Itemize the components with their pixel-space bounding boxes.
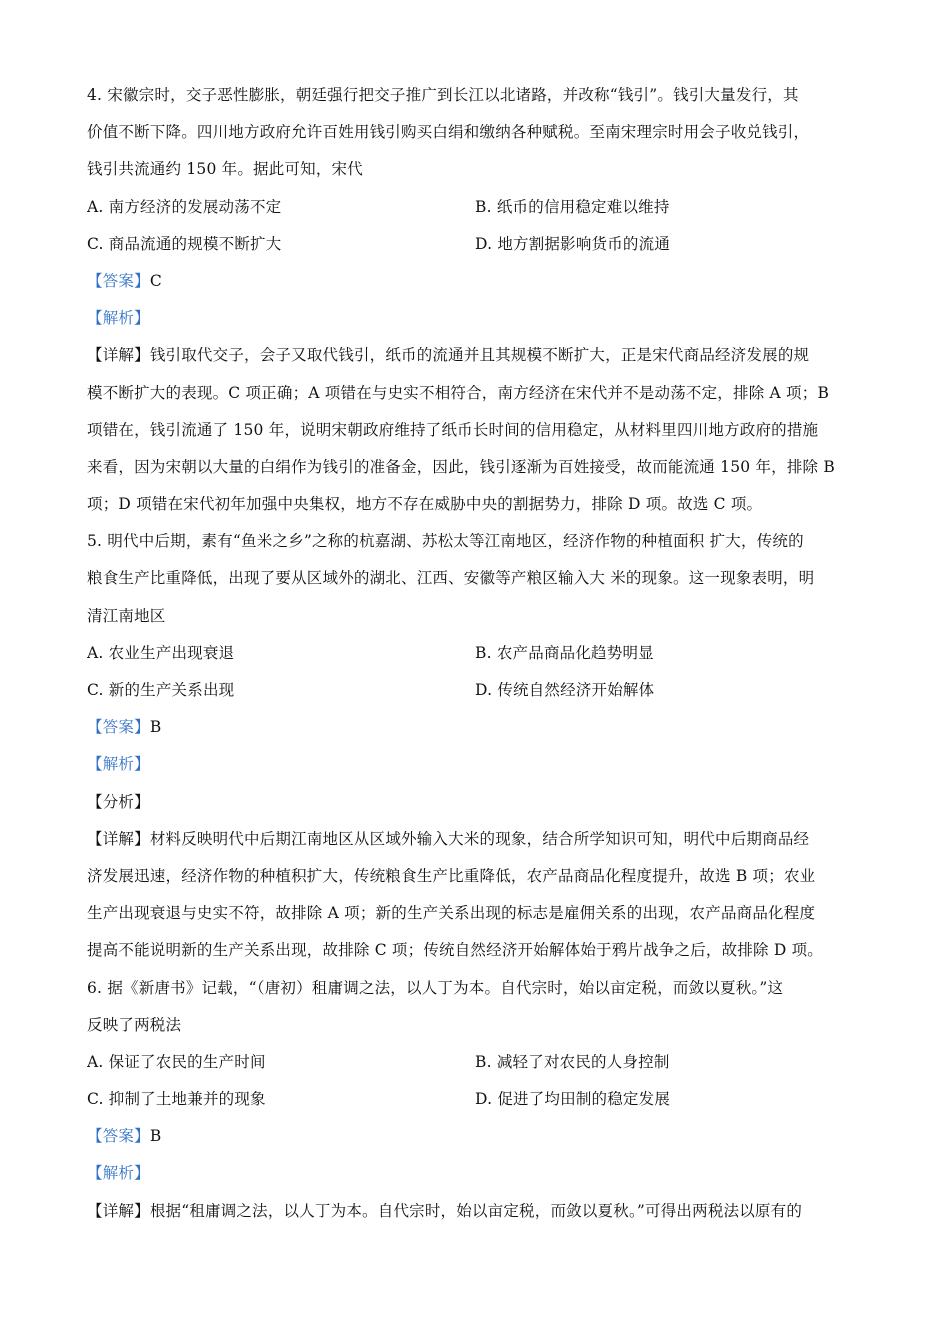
q6-answer [87,1118,867,1155]
exam-page [87,77,867,1230]
q4-stem-line: 钱引共流通约 150 年。据此可知，宋代 [87,160,363,179]
q6-stem-line: 反映了两税法 [87,1015,182,1034]
q4-option-d: D. 地方割据影响货币的流通 [475,234,671,253]
q6-options-row [87,1044,867,1081]
detail-text: 钱引取代交子，会子又取代钱引，纸币的流通并且其规模不断扩大，正是宋代商品经济发展的规 [149,346,810,365]
q5-answer [87,709,867,746]
q5-detail-line: 济发展迅速，经济作物的种植积扩大，传统粮食生产比重降低，农产品商品化程度提升，故选 B 项；农业 [87,866,816,885]
q5-options-row [87,635,867,672]
q4-detail-line: 来看，因为宋朝以大量的白绢作为钱引的准备金，因此，钱引逐渐为百姓接受，故而能流通 150 年，排除 B [87,457,835,476]
answer-tag: 【答案】 [87,718,150,737]
q6-option-a: A. 保证了农民的生产时间 [87,1052,266,1071]
question-4 [87,77,867,523]
q5-option-b: B. 农产品商品化趋势明显 [475,643,654,662]
q5-option-d: D. 传统自然经济开始解体 [475,681,655,699]
q5-option-c: C. 新的生产关系出现 [87,681,235,699]
q6-option-d: D. 促进了均田制的稳定发展 [475,1090,671,1109]
q5-analysis [87,746,867,783]
q4-options-row [87,226,867,263]
analysis-tag: 【解析】 [87,755,150,774]
answer-value: C [149,271,162,290]
q6-option-b: B. 减轻了对农民的人身控制 [475,1052,670,1071]
q6-analysis [87,1155,867,1192]
q4-stem-line: 4. 宋徽宗时，交子恶性膨胀，朝廷强行把交子推广到长江以北诸路，并改称“钱引”。钱引大量发行，其 [87,86,799,104]
q4-stem-line: 价值不断下降。四川地方政府允许百姓用钱引购买白绢和缴纳各种赋税。至南宋理宗时用会子收兑钱引， [87,123,810,142]
q5-option-a: A. 农业生产出现衰退 [87,643,235,662]
analysis-tag: 【解析】 [87,309,150,328]
q4-detail-line [87,337,867,374]
q4-detail-line: 项错在，钱引流通了 150 年，说明宋朝政府维持了纸币长时间的信用稳定，从材料里四川地方政府的措施 [87,420,819,439]
question-5 [87,523,867,969]
q4-detail-line: 模不断扩大的表现。C 项正确；A 项错在与史实不相符合，南方经济在宋代并不是动荡不定，排除 A 项；B [87,383,830,402]
q4-answer [87,263,867,300]
q5-detail-line [87,821,867,858]
answer-tag: 【答案】 [87,1127,150,1146]
detail-tag: 【详解】 [87,346,150,365]
answer-value: B [149,718,162,737]
q5-fenxi [87,784,867,821]
detail-text: 材料反映明代中后期江南地区从区域外输入大米的现象，结合所学知识可知，明代中后期商品经 [149,829,810,848]
q6-detail-line [87,1193,867,1230]
q6-stem-line: 6. 据《新唐书》记载，“（唐初）租庸调之法，以人丁为本。自代宗时，始以亩定税，而敛以夏秋。”这 [87,978,784,997]
q6-options-row [87,1081,867,1118]
q6-option-c: C. 抑制了土地兼并的现象 [87,1090,266,1109]
q4-detail-line: 项；D 项错在宋代初年加强中央集权，地方不存在威胁中央的割据势力，排除 D 项。故选 C 项。 [87,495,763,514]
q4-option-c: C. 商品流通的规模不断扩大 [87,234,282,253]
q5-options-row [87,672,867,709]
detail-text: 根据“租庸调之法，以人丁为本。自代宗时，始以亩定税，而敛以夏秋。”可得出两税法以原有的 [149,1201,803,1220]
q4-options-row [87,189,867,226]
q4-option-a: A. 南方经济的发展动荡不定 [87,197,282,216]
analysis-tag: 【解析】 [87,1164,150,1183]
q5-stem-line: 粮食生产比重降低，出现了要从区域外的湖北、江西、安徽等产粮区输入大 米的现象。这一现象表明，明 [87,569,815,588]
fenxi-tag: 【分析】 [87,792,150,811]
answer-value: B [149,1127,162,1146]
q5-stem-line: 5. 明代中后期，素有“鱼米之乡”之称的杭嘉湖、苏松太等江南地区，经济作物的种植面积 扩大，传统的 [87,532,804,551]
q5-detail-line: 提高不能说明新的生产关系出现，故排除 C 项；传统自然经济开始解体始于鸦片战争之后，故排除 D 项。 [87,941,823,960]
detail-tag: 【详解】 [87,1201,150,1220]
detail-tag: 【详解】 [87,829,150,848]
answer-tag: 【答案】 [87,271,150,290]
q5-stem-line: 清江南地区 [87,606,166,625]
question-6 [87,970,867,1230]
q4-analysis [87,300,867,337]
q5-detail-line: 生产出现衰退与史实不符，故排除 A 项；新的生产关系出现的标志是雇佣关系的出现，农产品商品化程度 [87,904,816,923]
q4-option-b: B. 纸币的信用稳定难以维持 [475,197,670,216]
